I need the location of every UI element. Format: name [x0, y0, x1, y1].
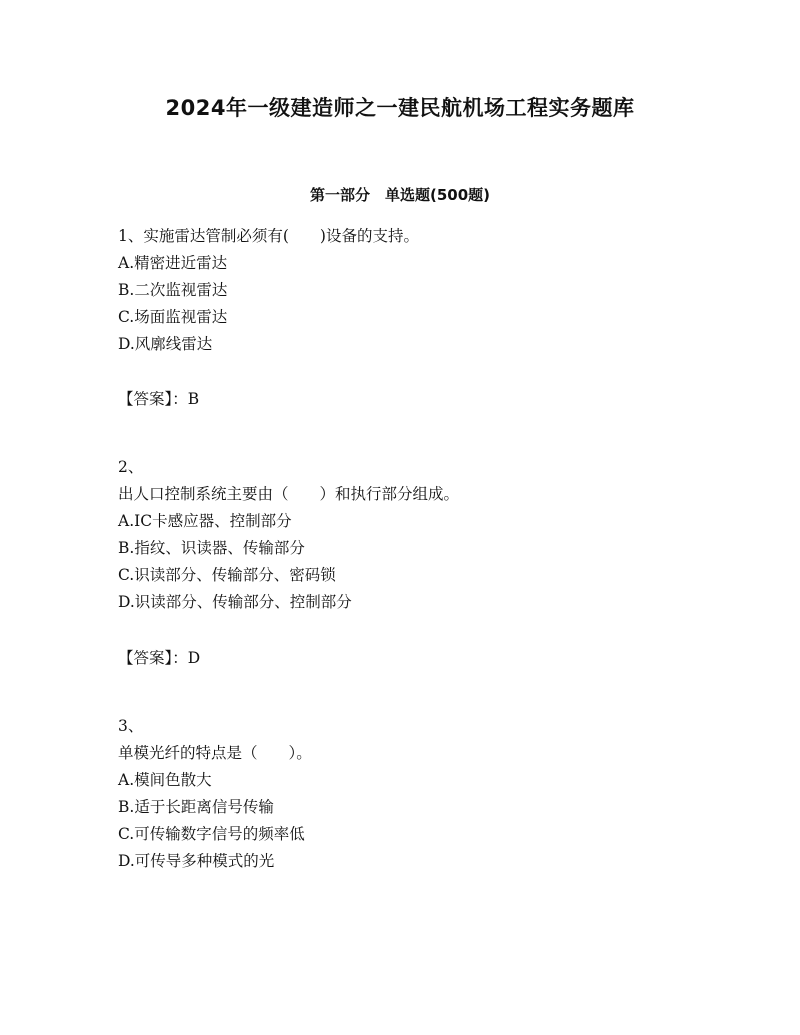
question-2-number: 2、	[118, 458, 144, 476]
question-1-answer: 【答案】：B	[118, 390, 200, 408]
question-1-option-c: C.场面监视雷达	[118, 308, 228, 326]
document-title: 2024年一级建造师之一建民航机场工程实务题库	[165, 96, 635, 120]
question-1-option-b: B.二次监视雷达	[118, 281, 228, 299]
question-1-text: 实施雷达管制必须有( )设备的支持。	[143, 227, 419, 245]
question-3-option-a: A.模间色散大	[118, 771, 212, 789]
question-2-option-a: A.IC卡感应器、控制部分	[118, 512, 292, 530]
question-2-option-b: B.指纹、识读器、传输部分	[118, 539, 305, 557]
question-2-answer: 【答案】：D	[118, 649, 201, 667]
question-1-option-d: D.风廓线雷达	[118, 335, 213, 353]
question-1-option-a: A.精密进近雷达	[118, 254, 228, 272]
question-2-option-c: C.识读部分、传输部分、密码锁	[118, 566, 336, 584]
question-3-option-b: B.适于长距离信号传输	[118, 798, 274, 816]
section-heading: 第一部分 单选题(500题)	[309, 186, 491, 204]
question-3-stem: 单模光纤的特点是（ ）。	[118, 744, 312, 762]
question-1-number: 1、	[118, 227, 144, 245]
question-1-stem	[118, 226, 419, 246]
question-3-number: 3、	[118, 717, 144, 735]
question-2-stem: 出人口控制系统主要由（ ）和执行部分组成。	[118, 485, 460, 503]
question-2-option-d: D.识读部分、传输部分、控制部分	[118, 593, 352, 611]
question-3-option-c: C.可传输数字信号的频率低	[118, 825, 305, 843]
question-3-option-d: D.可传导多种模式的光	[118, 852, 275, 870]
